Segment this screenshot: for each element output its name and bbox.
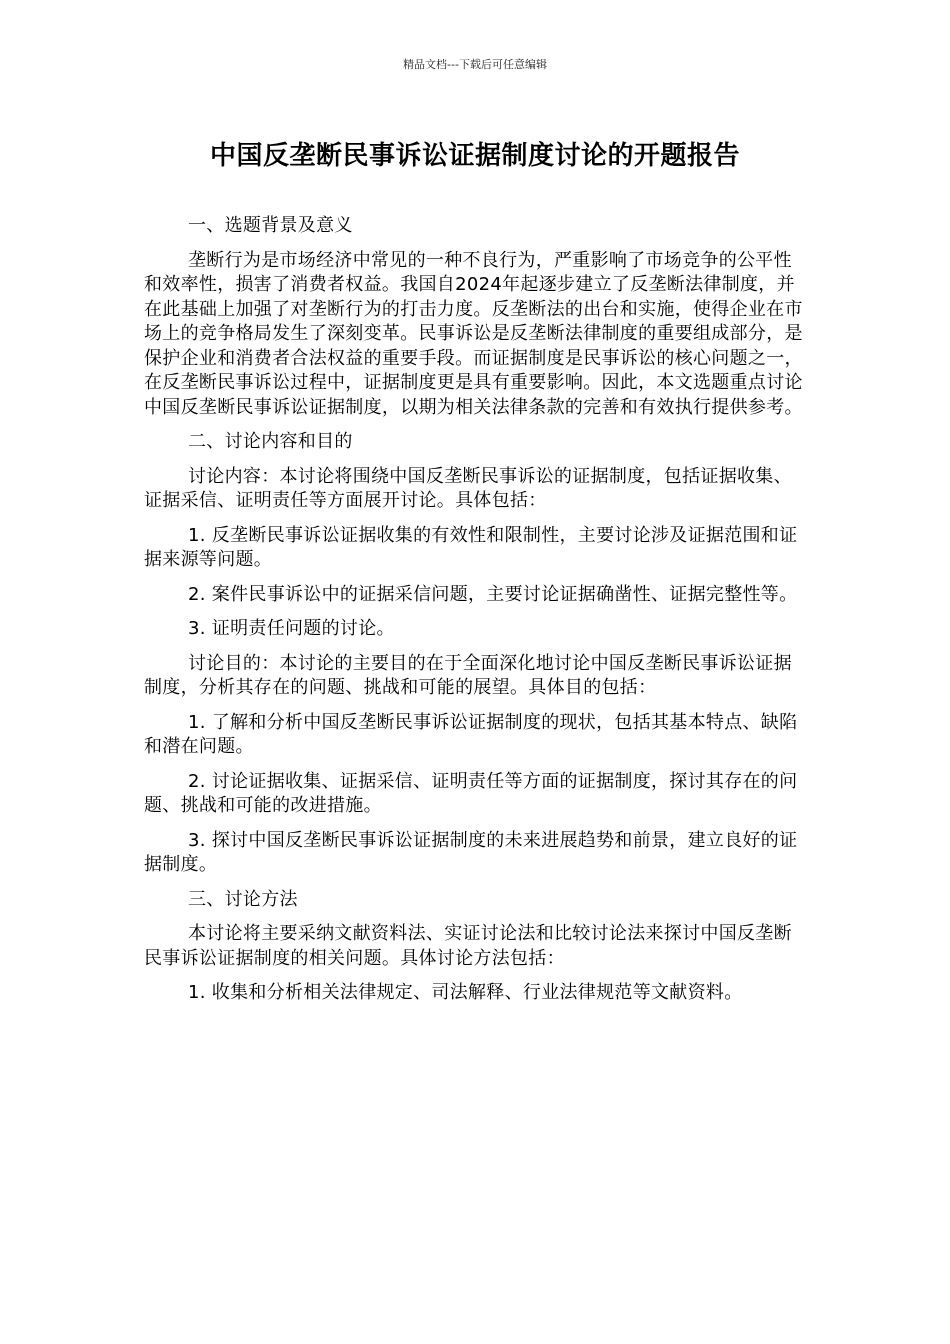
- list-item-content-2: 2. 案件民事诉讼中的证据采信问题，主要讨论证据确凿性、证据完整性等。: [188, 583, 798, 605]
- list-item-purpose-1: 1. 了解和分析中国反垄断民事诉讼证据制度的现状，包括其基本特点、缺陷和潜在问题。: [144, 711, 798, 757]
- list-item-method-1: 1. 收集和分析相关法律规定、司法解释、行业法律规范等文献资料。: [188, 982, 743, 1003]
- paragraph-purpose-intro: 讨论目的：本讨论的主要目的在于全面深化地讨论中国反垄断民事诉讼证据制度，分析其存在的问题、挑战和可能的展望。具体目的包括：: [144, 652, 792, 698]
- section-heading-content: 二、讨论内容和目的: [188, 431, 353, 452]
- list-item-content-1: 1. 反垄断民事诉讼证据收集的有效性和限制性，主要讨论涉及证据范围和证据来源等问题。: [144, 524, 798, 570]
- list-item-content-3: 3. 证明责任问题的讨论。: [188, 618, 395, 639]
- paragraph-background: 垄断行为是市场经济中常见的一种不良行为，严重影响了市场竞争的公平性和效率性，损害了消费者权益。我国自2024年起逐步建立了反垄断法律制度，并在此基础上加强了对垄断行为的打击力度。反垄断法的出台和实施，使得企业在市场上的竞争格局发生了深刻变革。民事诉讼是反垄断法律制度的重要组成部分，是保护企业和消费者合法权益的重要手段。而证据制度是民事诉讼的核心问题之一，在反垄断民事诉讼过程中，证据制度更是具有重要影响。因此，本文选题重点讨论中国反垄断民事诉讼证据制度，以期为相关法律条款的完善和有效执行提供参考。: [144, 249, 803, 418]
- paragraph-content-intro: 讨论内容：本讨论将围绕中国反垄断民事诉讼的证据制度，包括证据收集、证据采信、证明责任等方面展开讨论。具体包括：: [144, 465, 792, 511]
- list-item-purpose-2: 2. 讨论证据收集、证据采信、证明责任等方面的证据制度，探讨其存在的问题、挑战和可能的改进措施。: [144, 770, 798, 816]
- paragraph-method-intro: 本讨论将主要采纳文献资料法、实证讨论法和比较讨论法来探讨中国反垄断民事诉讼证据制度的相关问题。具体讨论方法包括：: [144, 923, 792, 969]
- section-heading-method: 三、讨论方法: [188, 888, 298, 910]
- list-item-purpose-3: 3. 探讨中国反垄断民事诉讼证据制度的未来进展趋势和前景，建立良好的证据制度。: [144, 829, 798, 875]
- document-body: [144, 214, 810, 1016]
- section-heading-background: 一、选题背景及意义: [188, 215, 353, 236]
- document-title: 中国反垄断民事诉讼证据制度讨论的开题报告: [209, 141, 740, 171]
- header-note: 精品文档---下载后可任意编辑: [403, 58, 547, 71]
